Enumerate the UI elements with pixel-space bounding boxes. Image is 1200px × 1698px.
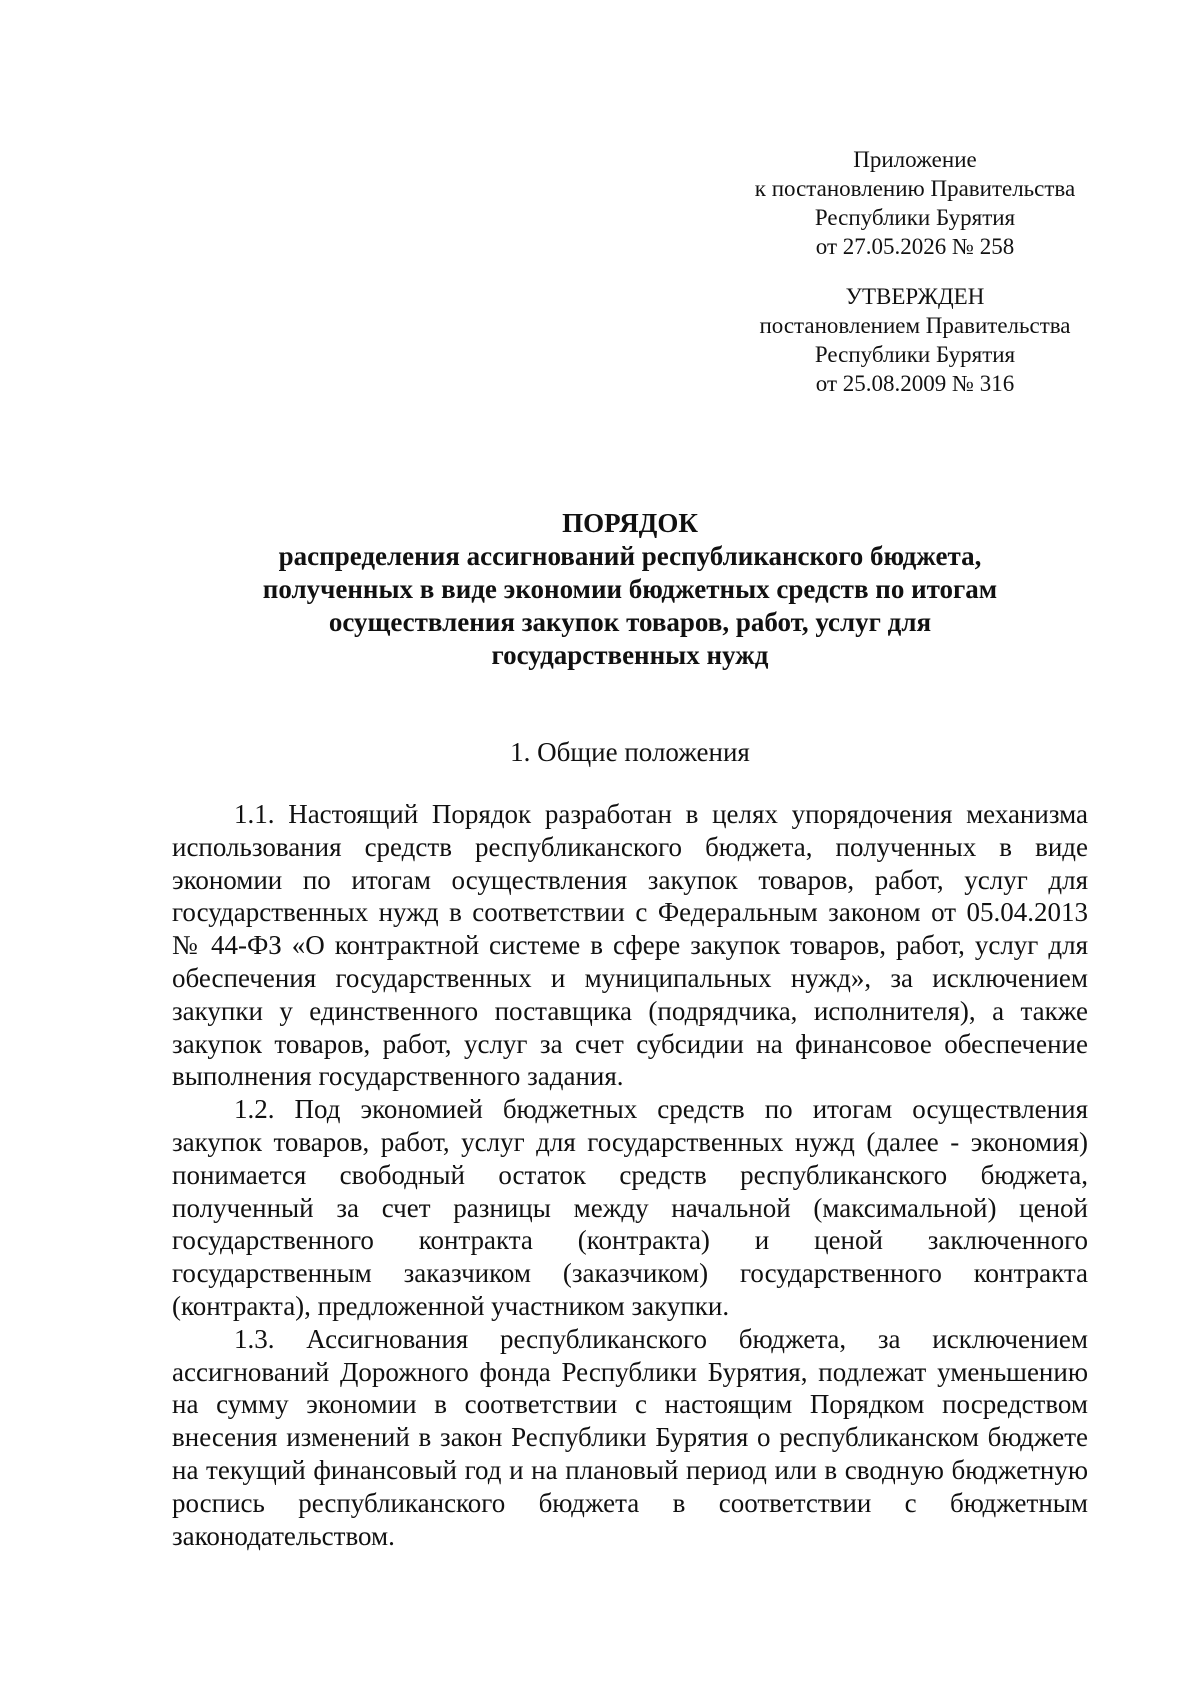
- section-heading: 1. Общие положения: [510, 737, 750, 767]
- approval-reference: постановлением Правительства: [759, 313, 1071, 338]
- approval-label: УТВЕРЖДЕН: [845, 284, 985, 309]
- approval-date-number: от 25.08.2009 № 316: [815, 371, 1015, 396]
- annex-republic: Республики Бурятия: [814, 205, 1016, 230]
- section-body: [172, 798, 1088, 1552]
- paragraph-1-3: 1.3. Ассигнования республиканского бюджета, за исключением ассигнований Дорожного фонда Республики Бурятия, подлежат уменьшению на сумму экономии в соответствии с настоящим Порядком посредством внесения изменений в закон Республики Бурятия о республиканском бюджете на текущий финансовый год и на плановый период или в сводную бюджетную роспись республиканского бюджета в соответствии с бюджетным законодательством.: [172, 1323, 1088, 1551]
- annex-reference: к постановлению Правительства: [754, 176, 1076, 201]
- title-main: ПОРЯДОК: [562, 508, 698, 538]
- annex-block: [740, 145, 1090, 261]
- annex-date-number: от 27.05.2026 № 258: [815, 234, 1015, 259]
- approval-republic: Республики Бурятия: [814, 342, 1016, 367]
- title-subtitle-line-1: распределения ассигнований республиканского бюджета,: [278, 541, 982, 571]
- paragraph-1-1: 1.1. Настоящий Порядок разработан в целях упорядочения механизма использования средств республиканского бюджета, полученных в виде экономии по итогам осуществления закупок товаров, работ, услуг для государственных нужд в соответствии с Федеральным законом от 05.04.2013 № 44-ФЗ «О контрактной системе в сфере закупок товаров, работ, услуг для обеспечения государственных и муниципальных нужд», за исключением закупки у единственного поставщика (подрядчика, исполнителя), а также закупок товаров, работ, услуг за счет субсидии на финансовое обеспечение выполнения государственного задания.: [172, 799, 1088, 1092]
- title-subtitle-line-2: полученных в виде экономии бюджетных средств по итогам: [262, 574, 998, 604]
- document-title: [170, 507, 1090, 672]
- paragraph-1-2: 1.2. Под экономией бюджетных средств по итогам осуществления закупок товаров, работ, услуг для государственных нужд (далее - экономия) понимается свободный остаток средств республиканского бюджета, полученный за счет разницы между начальной (максимальной) ценой государственного контракта (контракта) и ценой заключенного государственным заказчиком (заказчиком) государственного контракта (контракта), предложенной участником закупки.: [172, 1094, 1088, 1321]
- approval-block: [740, 282, 1090, 398]
- title-subtitle-line-3: осуществления закупок товаров, работ, услуг для: [328, 607, 932, 637]
- title-subtitle-line-4: государственных нужд: [491, 640, 769, 670]
- annex-label: Приложение: [853, 147, 977, 172]
